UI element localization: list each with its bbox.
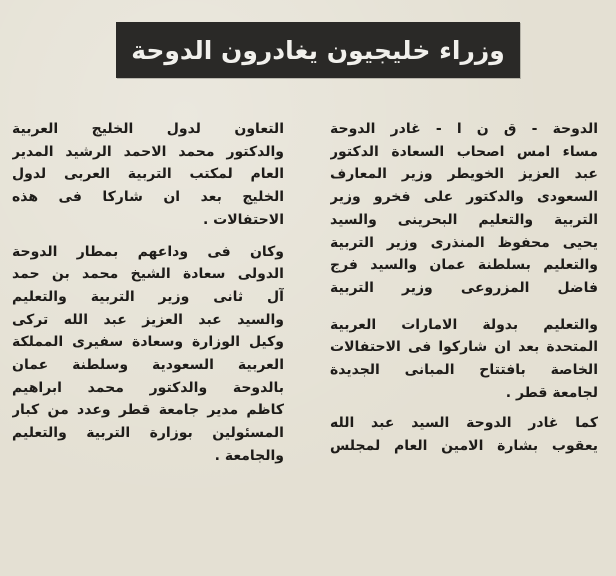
- text-line: عبد العزيز الخويطر وزير المعارف: [330, 166, 598, 183]
- headline-banner: [116, 22, 520, 78]
- text-line: العام لمكتب التربية العربى لدول: [12, 166, 284, 183]
- text-line: فاضل المزروعى وزير التربية: [330, 279, 598, 296]
- text-line: والتعليم بدولة الامارات العربية: [330, 316, 598, 333]
- text-line: لجامعة قطر .: [505, 384, 598, 401]
- text-line: كاظم مدير جامعة قطر وعدد من كبار: [12, 402, 284, 419]
- text-line: بالدوحة والدكتور محمد ابراهيم: [12, 379, 284, 396]
- paragraph-gap: [12, 232, 284, 241]
- text-line: وكيل الوزارة وسعادة سفيرى المملكة: [12, 334, 284, 351]
- text-line: الخاصة بافتتاح المبانى الجديدة: [330, 362, 598, 379]
- text-line: التعاون لدول الخليج العربية: [12, 121, 284, 137]
- text-line: آل ثانى وزير التربية والتعليم: [12, 288, 284, 305]
- text-line: السعودى والدكتور على فخرو وزير: [330, 189, 598, 206]
- text-line: والدكتور محمد الاحمد الرشيد المدير: [12, 143, 284, 160]
- article-column-right: [330, 118, 598, 458]
- text-line: الخليج بعد ان شاركا فى هذه: [12, 189, 284, 206]
- text-line: المسئولين بوزارة التربية والتعليم: [12, 425, 284, 442]
- paragraph: [12, 118, 284, 232]
- paragraph: [330, 314, 598, 405]
- text-line: العربية السعودية وسلطنة عمان: [12, 357, 284, 374]
- text-line: المتحدة بعد ان شاركوا فى الاحتفالات: [330, 339, 598, 356]
- text-line: والتعليم بسلطنة عمان والسيد فرج: [330, 257, 598, 274]
- paragraph-gap: [330, 404, 598, 412]
- paragraph-gap: [330, 300, 598, 314]
- text-line: وكان فى وداعهم بمطار الدوحة: [12, 243, 284, 260]
- text-line: يعقوب بشارة الامين العام لمجلس: [330, 438, 598, 455]
- text-line: يحيى محفوظ المنذرى وزير التربية: [330, 234, 598, 251]
- text-line: والسيد عبد العزيز عبد الله تركى: [12, 311, 284, 328]
- headline-text: وزراء خليجيون يغادرون الدوحة: [131, 35, 505, 65]
- text-line: الدولى سعادة الشيخ محمد بن حمد: [12, 266, 284, 283]
- paragraph: [330, 118, 598, 300]
- article-column-left: [12, 118, 284, 468]
- text-line: مساء امس اصحاب السعادة الدكتور: [330, 143, 598, 160]
- text-line: التربية والتعليم البحرينى والسيد: [330, 211, 598, 228]
- text-line: والجامعة .: [214, 447, 284, 464]
- text-line: الدوحة - ق ن ا - غادر الدوحة: [330, 121, 598, 137]
- paragraph: [330, 412, 598, 457]
- text-line: الاحتفالات .: [202, 211, 284, 228]
- text-line: كما غادر الدوحة السيد عبد الله: [330, 415, 598, 432]
- paragraph: [12, 241, 284, 468]
